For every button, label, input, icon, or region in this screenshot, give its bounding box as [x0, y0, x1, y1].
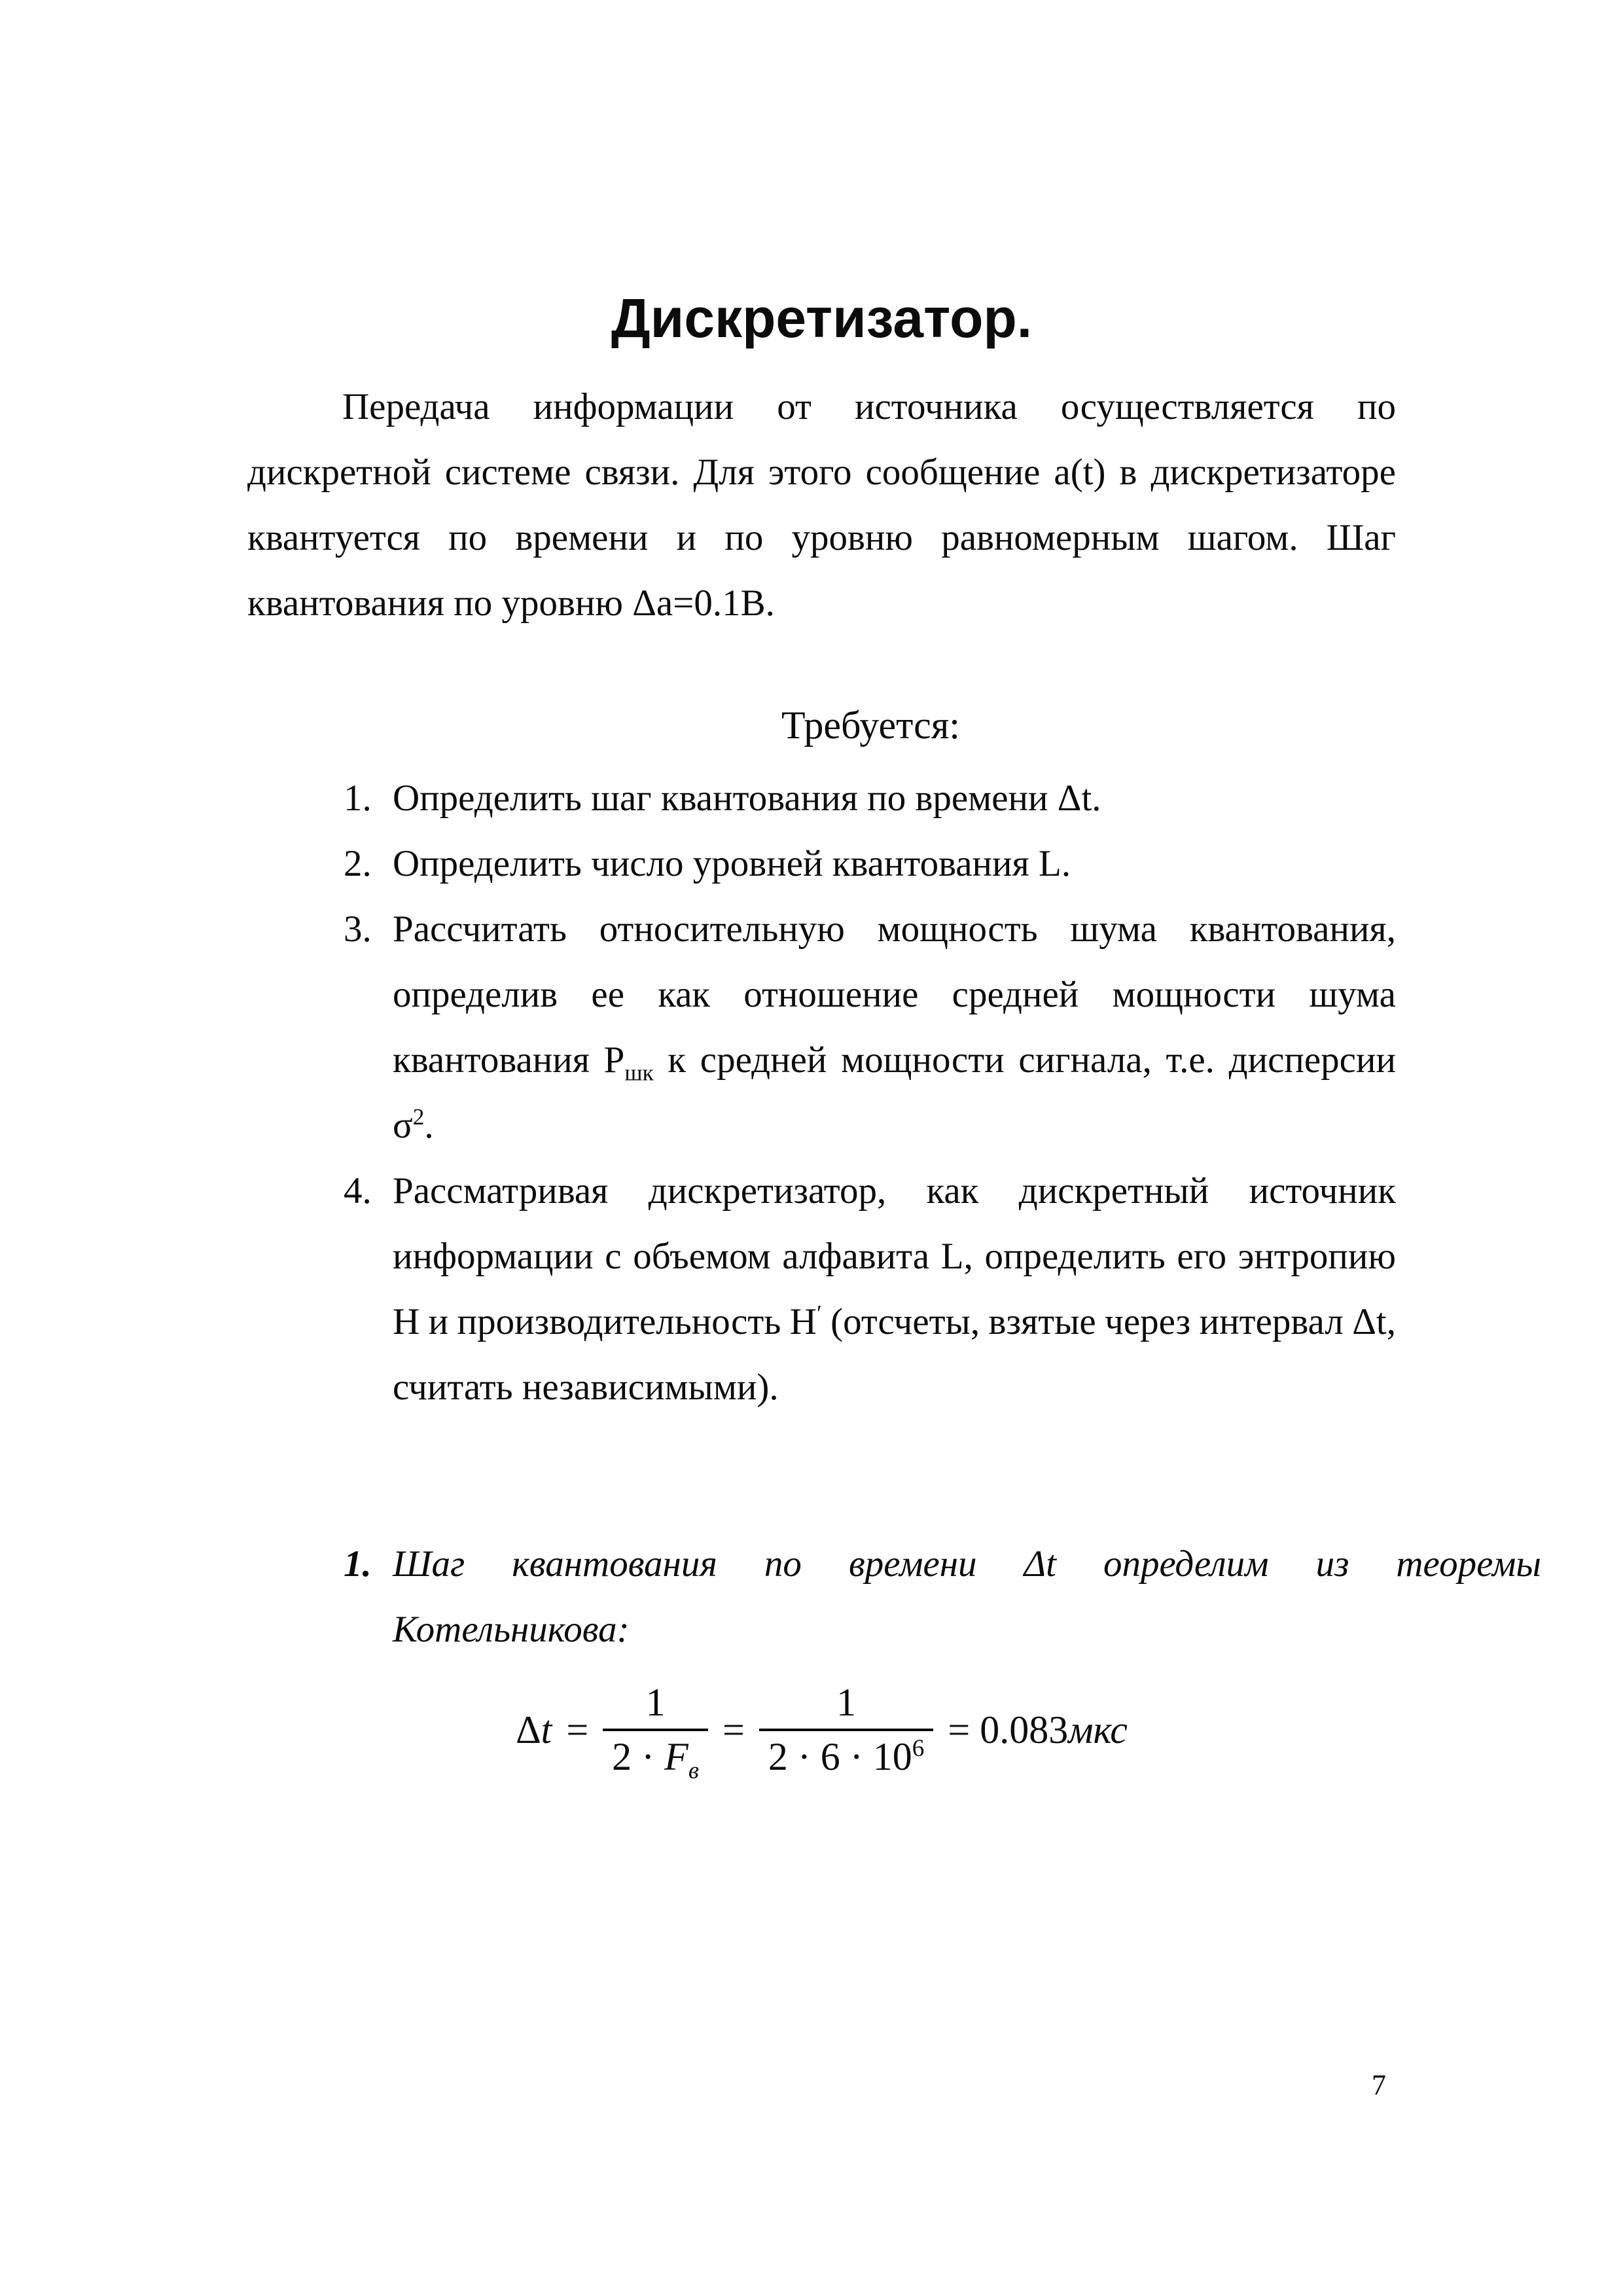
equals-sign: =: [722, 1708, 745, 1751]
item-line: Определить число уровней квантования L.: [393, 843, 1071, 884]
list-item: [247, 831, 1396, 897]
list-item-number: 4.: [344, 1170, 372, 1211]
item-line: Н и производительность Н′ (отсчеты, взятые через интервал Δt,: [393, 1300, 1396, 1342]
requirements-heading: Требуется:: [781, 704, 960, 747]
item-line: Рассчитать относительную мощность шума квантования,: [393, 908, 1396, 950]
list-item: [247, 766, 1396, 831]
item-line: $\sigma^2$.: [393, 1104, 434, 1146]
requirements-list: [247, 766, 1396, 1420]
fraction-symbolic: $\frac{1}{2 \cdot F_в}$: [603, 1682, 708, 1778]
formula-result: = 0.083мкс: [948, 1708, 1128, 1751]
formula-lhs: Δt: [516, 1708, 552, 1751]
list-item-number: 3.: [344, 908, 372, 950]
item-line: считать независимыми).: [393, 1367, 779, 1408]
item-line: квантования $Р_{шк}$ к средней мощности сигнала, т.е. дисперсии: [393, 1039, 1396, 1086]
solution-item-number: 1.: [344, 1543, 372, 1585]
solution-line: Котельникова:: [393, 1609, 630, 1650]
equals-sign: =: [566, 1708, 589, 1751]
page-number: 7: [1372, 2069, 1386, 2101]
solution-line: Шаг квантования по времени Δt определим из теоремы: [393, 1543, 1541, 1585]
item-line: определив ее как отношение средней мощности шума: [393, 974, 1396, 1015]
list-item: [247, 897, 1396, 1158]
intro-paragraph: [247, 374, 1396, 636]
item-line: Определить шаг квантования по времени Δt.: [393, 778, 1101, 819]
paragraph-line: Передача информации от источника осуществляется по: [342, 386, 1396, 427]
paragraph-line: дискретной системе связи. Для этого сообщение a(t) в дискретизаторе: [247, 452, 1396, 493]
fraction-numeric: $\frac{1}{2 \cdot 6 \cdot 10^6}$: [759, 1682, 934, 1778]
list-item-number: 2.: [344, 843, 372, 884]
page-title: Дискретизатор.: [611, 287, 1033, 349]
solution-item: [247, 1532, 1541, 1662]
item-line: Рассматривая дискретизатор, как дискретный источник: [393, 1170, 1396, 1211]
paragraph-line: квантуется по времени и по уровню равномерным шагом. Шаг: [247, 517, 1396, 558]
sampling-step-formula: [247, 1668, 1396, 1792]
list-item-number: 1.: [344, 778, 372, 819]
list-item: [247, 1158, 1396, 1420]
item-line: информации с объемом алфавита L, определить его энтропию: [393, 1236, 1396, 1277]
paragraph-line: квантования по уровню Δа=0.1В.: [247, 583, 775, 624]
